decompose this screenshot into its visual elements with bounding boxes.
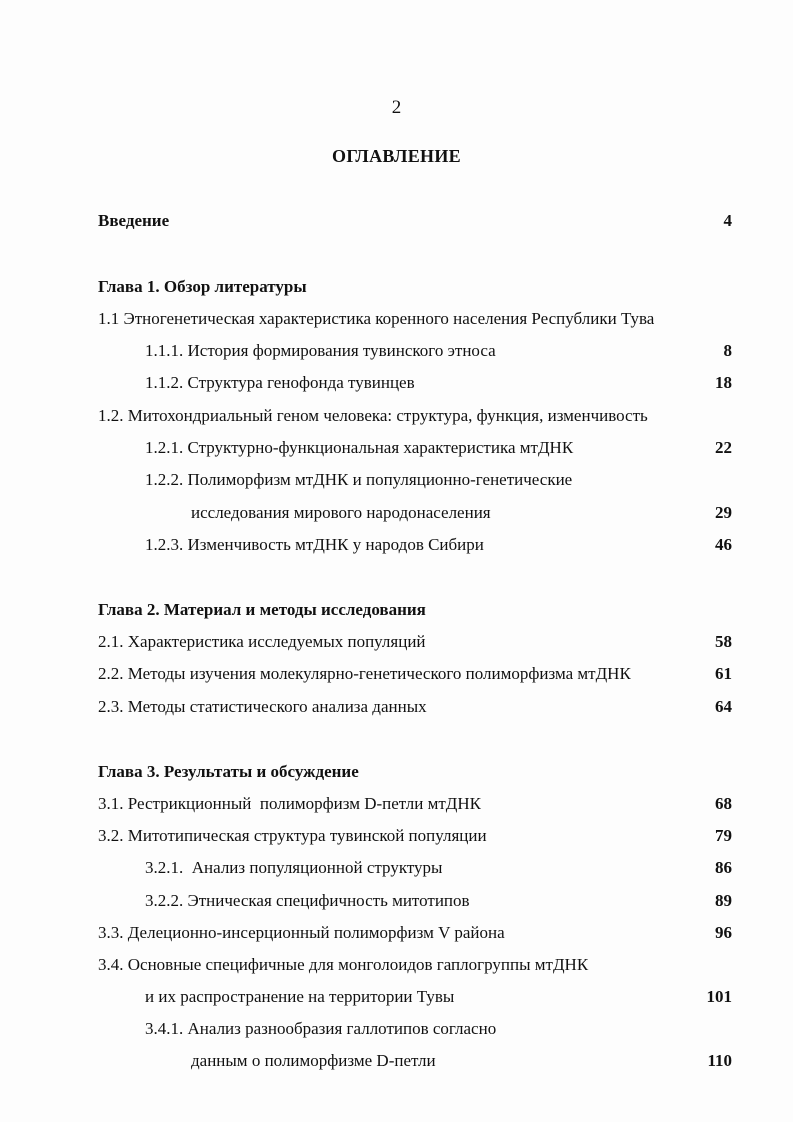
toc-entry-text: Введение (98, 211, 170, 230)
toc-entry (0, 435, 793, 461)
toc-entry (0, 403, 793, 429)
toc-entry (0, 952, 793, 978)
toc-entry-page: 86 (715, 858, 732, 877)
toc-entry-text: 3.2. Митотипическая структура тувинской популяции (98, 826, 487, 845)
toc-entry-text: данным о полиморфизме D-петли (191, 1051, 436, 1070)
toc-entry (0, 467, 793, 493)
toc-entry-page: 46 (715, 535, 732, 554)
toc-entry-text: 3.2.2. Этническая специфичность митотипов (145, 891, 470, 910)
toc-entry (0, 823, 793, 849)
toc-entry (0, 500, 793, 526)
toc-entry-page: 79 (715, 826, 732, 845)
toc-entry-text: Глава 1. Обзор литературы (98, 277, 307, 296)
toc-entry-page: 18 (715, 373, 732, 392)
page-title: ОГЛАВЛЕНИЕ (332, 146, 461, 166)
toc-entry-text: 1.1.1. История формирования тувинского этноса (145, 341, 496, 360)
toc-entry-text: 3.2.1. Анализ популяционной структуры (145, 858, 443, 877)
toc-entry-text: 3.4. Основные специфичные для монголоидов гаплогруппы мтДНК (98, 955, 589, 974)
toc-entry-page: 22 (715, 438, 732, 457)
toc-entry (0, 208, 793, 234)
toc-chapter-heading (0, 759, 793, 785)
toc-entry (0, 984, 793, 1010)
toc-entry (0, 1048, 793, 1074)
toc-entry-text: 3.1. Рестрикционный полиморфизм D-петли мтДНК (98, 794, 482, 813)
toc-entry (0, 694, 793, 720)
toc-entry-text: 2.1. Характеристика исследуемых популяций (98, 632, 426, 651)
toc-entry-page: 89 (715, 891, 732, 910)
toc-entry-text: 1.1.2. Структура генофонда тувинцев (145, 373, 415, 392)
toc-entry-page: 58 (715, 632, 732, 651)
toc-entry (0, 306, 793, 332)
toc-entry-text: 3.3. Делеционно-инсерционный полиморфизм V района (98, 923, 505, 942)
toc-entry-page: 4 (723, 211, 732, 230)
toc-entry-text: Глава 3. Результаты и обсуждение (98, 762, 359, 781)
toc-entry (0, 661, 793, 687)
toc-entry-text: 1.2.2. Полиморфизм мтДНК и популяционно-генетические (145, 470, 573, 489)
toc-entry-text: Глава 2. Материал и методы исследования (98, 600, 426, 619)
toc-entry (0, 920, 793, 946)
toc-entry-page: 29 (715, 503, 732, 522)
toc-entry-page: 96 (715, 923, 732, 942)
toc-entry-page: 8 (723, 341, 732, 360)
toc-entry (0, 791, 793, 817)
toc-entry (0, 532, 793, 558)
toc-entry-text: исследования мирового народонаселения (191, 503, 491, 522)
toc-chapter-heading (0, 274, 793, 300)
toc-entry-page: 61 (715, 664, 732, 683)
toc-entry (0, 855, 793, 881)
toc-entry-text: 1.1 Этногенетическая характеристика коренного населения Республики Тува (98, 309, 655, 328)
toc-chapter-heading (0, 597, 793, 623)
toc-entry-page: 68 (715, 794, 732, 813)
toc-entry-text: 3.4.1. Анализ разнообразия галлотипов согласно (145, 1019, 497, 1038)
toc-entry-text: 1.2.3. Изменчивость мтДНК у народов Сибири (145, 535, 484, 554)
toc-entry-page: 110 (707, 1051, 732, 1070)
toc-entry (0, 1016, 793, 1042)
toc-entry (0, 629, 793, 655)
toc-entry-text: 2.2. Методы изучения молекулярно-генетического полиморфизма мтДНК (98, 664, 631, 683)
toc-entry-text: 1.2.1. Структурно-функциональная характеристика мтДНК (145, 438, 574, 457)
toc-entry-text: и их распространение на территории Тувы (145, 987, 455, 1006)
toc-entry-page: 64 (715, 697, 732, 716)
toc-entry-text: 1.2. Митохондриальный геном человека: структура, функция, изменчивость (98, 406, 648, 425)
toc-entry-page: 101 (706, 987, 732, 1006)
page-number: 2 (391, 97, 402, 118)
toc-entry (0, 338, 793, 364)
toc-entry-text: 2.3. Методы статистического анализа данных (98, 697, 427, 716)
toc-entry (0, 370, 793, 396)
toc-entry (0, 888, 793, 914)
